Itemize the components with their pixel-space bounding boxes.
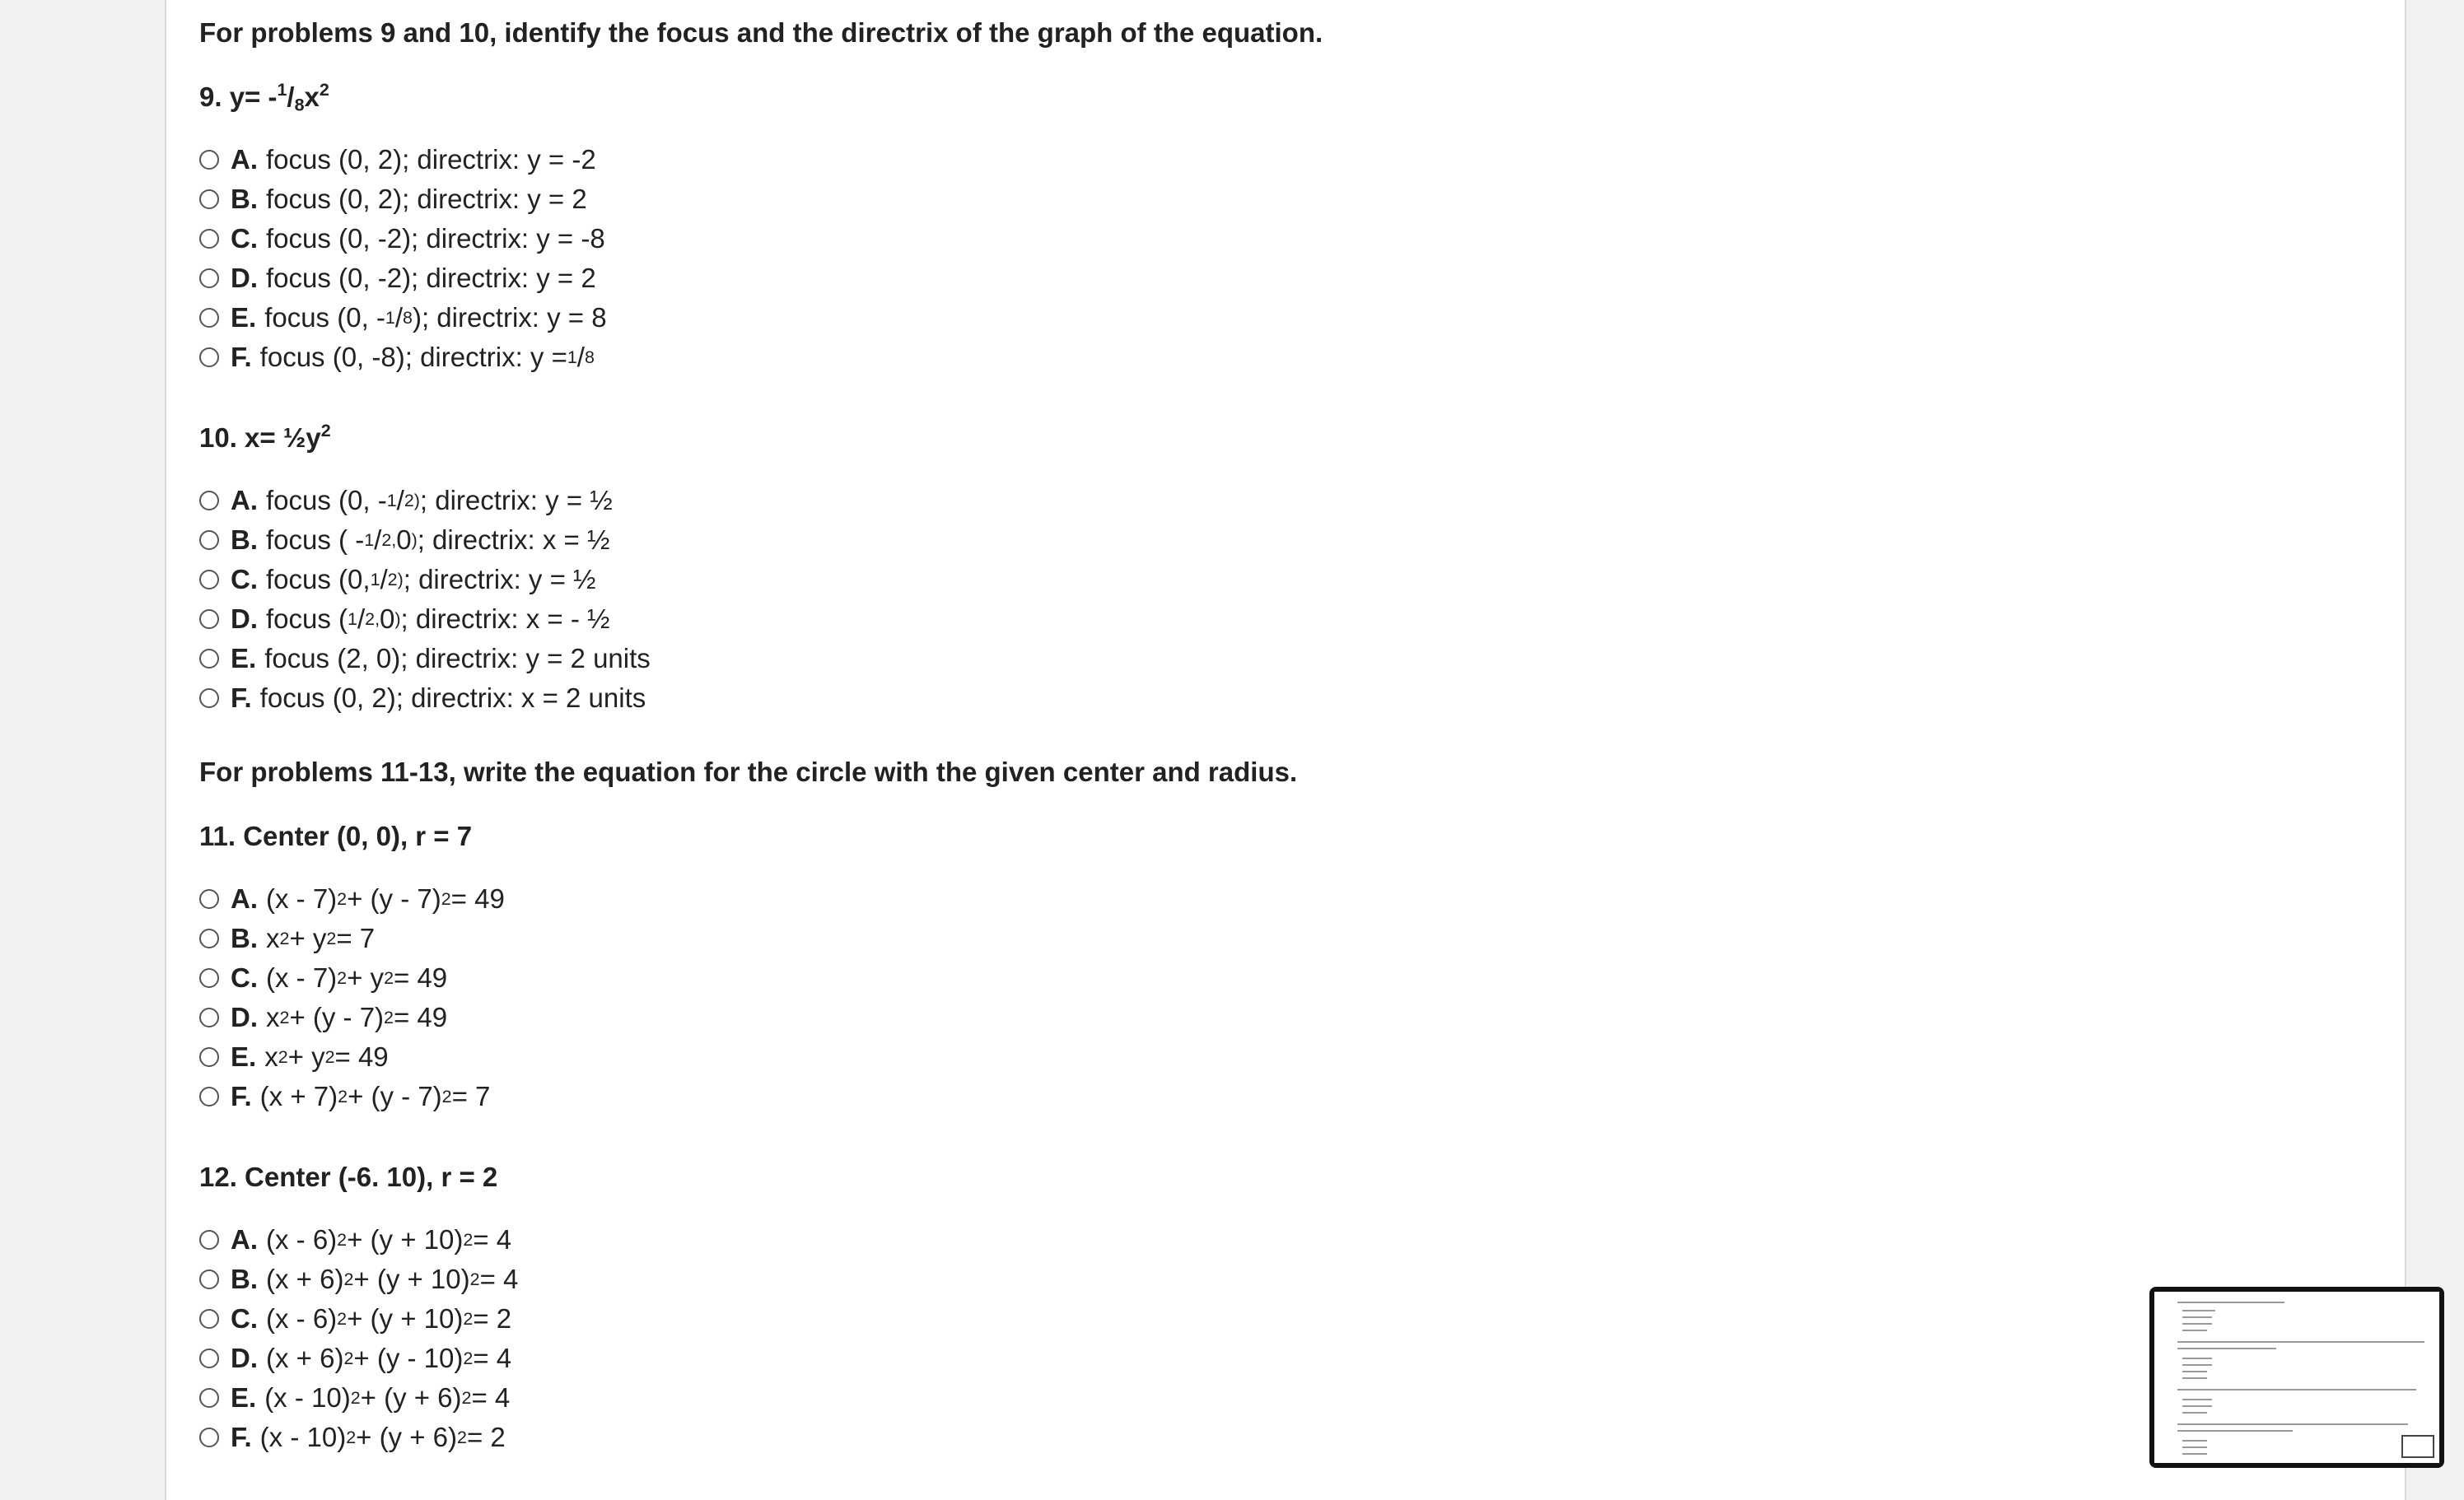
problem-10-choice-d[interactable]: D. focus ( 1 / 2, 0 ) ; directrix: x = - ½ [199,599,2340,639]
radio-unchecked-icon[interactable] [199,347,219,367]
radio-unchecked-icon[interactable] [199,150,219,170]
thumbnail-text-line [2177,1348,2276,1349]
radio-unchecked-icon[interactable] [199,1309,219,1329]
thumbnail-text-line [2182,1310,2215,1311]
problem-10-choice-c[interactable]: C. focus (0, 1 / 2) ; directrix: y = ½ [199,560,2340,599]
section-heading-circle: For problems 11-13, write the equation for the circle with the given center and radius. [199,757,1298,787]
radio-unchecked-icon[interactable] [199,609,219,629]
thumbnail-text-line [2177,1341,2424,1343]
problem-10-choice-e[interactable]: E. focus (2, 0); directrix: y = 2 units [199,639,2340,678]
thumbnail-text-line [2182,1371,2207,1372]
problem-10-choice-a[interactable]: A. focus (0, - 1 / 2) ; directrix: y = ½ [199,481,2340,520]
problem-12-choice-c[interactable]: C. (x - 6) 2 + (y + 10) 2 = 2 [199,1299,2340,1339]
problem-9-choices [199,140,2340,377]
problem-9-choice-b[interactable]: B. focus (0, 2); directrix: y = 2 [199,179,2340,219]
problem-9-title: 9. $y= -^1/_8x^2$ [199,80,329,115]
thumbnail-text-line [2182,1446,2207,1448]
problem-9-choice-f[interactable]: F. focus (0, -8); directrix: y = 1 / 8 [199,338,2340,377]
thumbnail-text-line [2177,1423,2408,1425]
thumbnail-text-line [2177,1389,2416,1391]
problem-11-choice-f[interactable]: F. (x + 7) 2 + (y - 7) 2 = 7 [199,1077,2340,1116]
spacer [199,1116,2340,1159]
thumbnail-text-line [2177,1302,2284,1303]
thumbnail-text-line [2177,1430,2293,1432]
problem-11-choice-c[interactable]: C. (x - 7) 2 + y 2 = 49 [199,958,2340,998]
radio-unchecked-icon[interactable] [199,1047,219,1067]
thumbnail-preview [2154,1292,2439,1463]
radio-unchecked-icon[interactable] [199,1008,219,1027]
radio-unchecked-icon[interactable] [199,1349,219,1368]
document-page [165,0,2406,1500]
radio-unchecked-icon[interactable] [199,229,219,249]
problem-10-choice-f[interactable]: F. focus (0, 2); directrix: x = 2 units [199,678,2340,718]
problem-11-title: 11. Center (0, 0), r = 7 [199,821,473,851]
problem-12-choice-f[interactable]: F. (x - 10) 2 + (y + 6) 2 = 2 [199,1418,2340,1457]
radio-unchecked-icon[interactable] [199,1087,219,1106]
problem-12-choice-a[interactable]: A. (x - 6) 2 + (y + 10) 2 = 4 [199,1220,2340,1260]
spacer [199,718,2340,754]
spacer [199,377,2340,420]
problem-12-choice-d[interactable]: D. (x + 6) 2 + (y - 10) 2 = 4 [199,1339,2340,1378]
thumbnail-text-line [2182,1316,2212,1318]
thumbnail-text-line [2182,1453,2207,1455]
radio-unchecked-icon[interactable] [199,189,219,209]
radio-unchecked-icon[interactable] [199,1428,219,1447]
problem-10-choice-b[interactable]: B. focus ( - 1 / 2, 0 ) ; directrix: x = ½ [199,520,2340,560]
thumbnail-text-line [2182,1399,2212,1400]
radio-unchecked-icon[interactable] [199,530,219,550]
problem-11-choice-e[interactable]: E. x 2 + y 2 = 49 [199,1037,2340,1077]
radio-unchecked-icon[interactable] [199,649,219,668]
radio-unchecked-icon[interactable] [199,1230,219,1250]
problem-9-choice-e[interactable]: E. focus (0, - 1 / 8 ); directrix: y = 8 [199,298,2340,338]
problem-11-choices [199,879,2340,1116]
problem-11-choice-d[interactable]: D. x 2 + (y - 7) 2 = 49 [199,998,2340,1037]
thumbnail-text-line [2182,1440,2207,1442]
radio-unchecked-icon[interactable] [199,688,219,708]
problem-12-choice-b[interactable]: B. (x + 6) 2 + (y + 10) 2 = 4 [199,1260,2340,1299]
problem-9-choice-c[interactable]: C. focus (0, -2); directrix: y = -8 [199,219,2340,259]
page-thumbnail-navigator[interactable] [2149,1287,2444,1468]
radio-unchecked-icon[interactable] [199,570,219,589]
section-heading-focus-directrix: For problems 9 and 10, identify the focus and the directrix of the graph of the equation. [199,17,1323,48]
thumbnail-text-line [2182,1364,2212,1366]
problem-9-choice-d[interactable]: D. focus (0, -2); directrix: y = 2 [199,259,2340,298]
radio-unchecked-icon[interactable] [199,1269,219,1289]
problem-11-choice-a[interactable]: A. (x - 7) 2 + (y - 7) 2 = 49 [199,879,2340,919]
problem-11-choice-b[interactable]: B. x 2 + y 2 = 7 [199,919,2340,958]
radio-unchecked-icon[interactable] [199,308,219,328]
thumbnail-text-line [2182,1323,2212,1325]
problem-12-title: 12. Center (-6. 10), r = 2 [199,1162,498,1192]
radio-unchecked-icon[interactable] [199,889,219,909]
radio-unchecked-icon[interactable] [199,268,219,288]
thumbnail-text-line [2182,1330,2207,1331]
thumbnail-text-line [2182,1405,2212,1407]
problem-10-title: 10. $x= \frac{1}{2}y^2$ [199,421,331,453]
problem-10-choices [199,481,2340,718]
radio-unchecked-icon[interactable] [199,968,219,988]
radio-unchecked-icon[interactable] [199,491,219,510]
thumbnail-text-line [2182,1358,2212,1359]
radio-unchecked-icon[interactable] [199,929,219,948]
radio-unchecked-icon[interactable] [199,1388,219,1408]
problem-9-choice-a[interactable]: A. focus (0, 2); directrix: y = -2 [199,140,2340,179]
problem-12-choices [199,1220,2340,1457]
thumbnail-text-line [2182,1377,2207,1379]
problem-12-choice-e[interactable]: E. (x - 10) 2 + (y + 6) 2 = 4 [199,1378,2340,1418]
document-content [199,15,2340,1457]
thumbnail-text-line [2182,1412,2207,1414]
thumbnail-viewport-indicator[interactable] [2401,1435,2434,1458]
